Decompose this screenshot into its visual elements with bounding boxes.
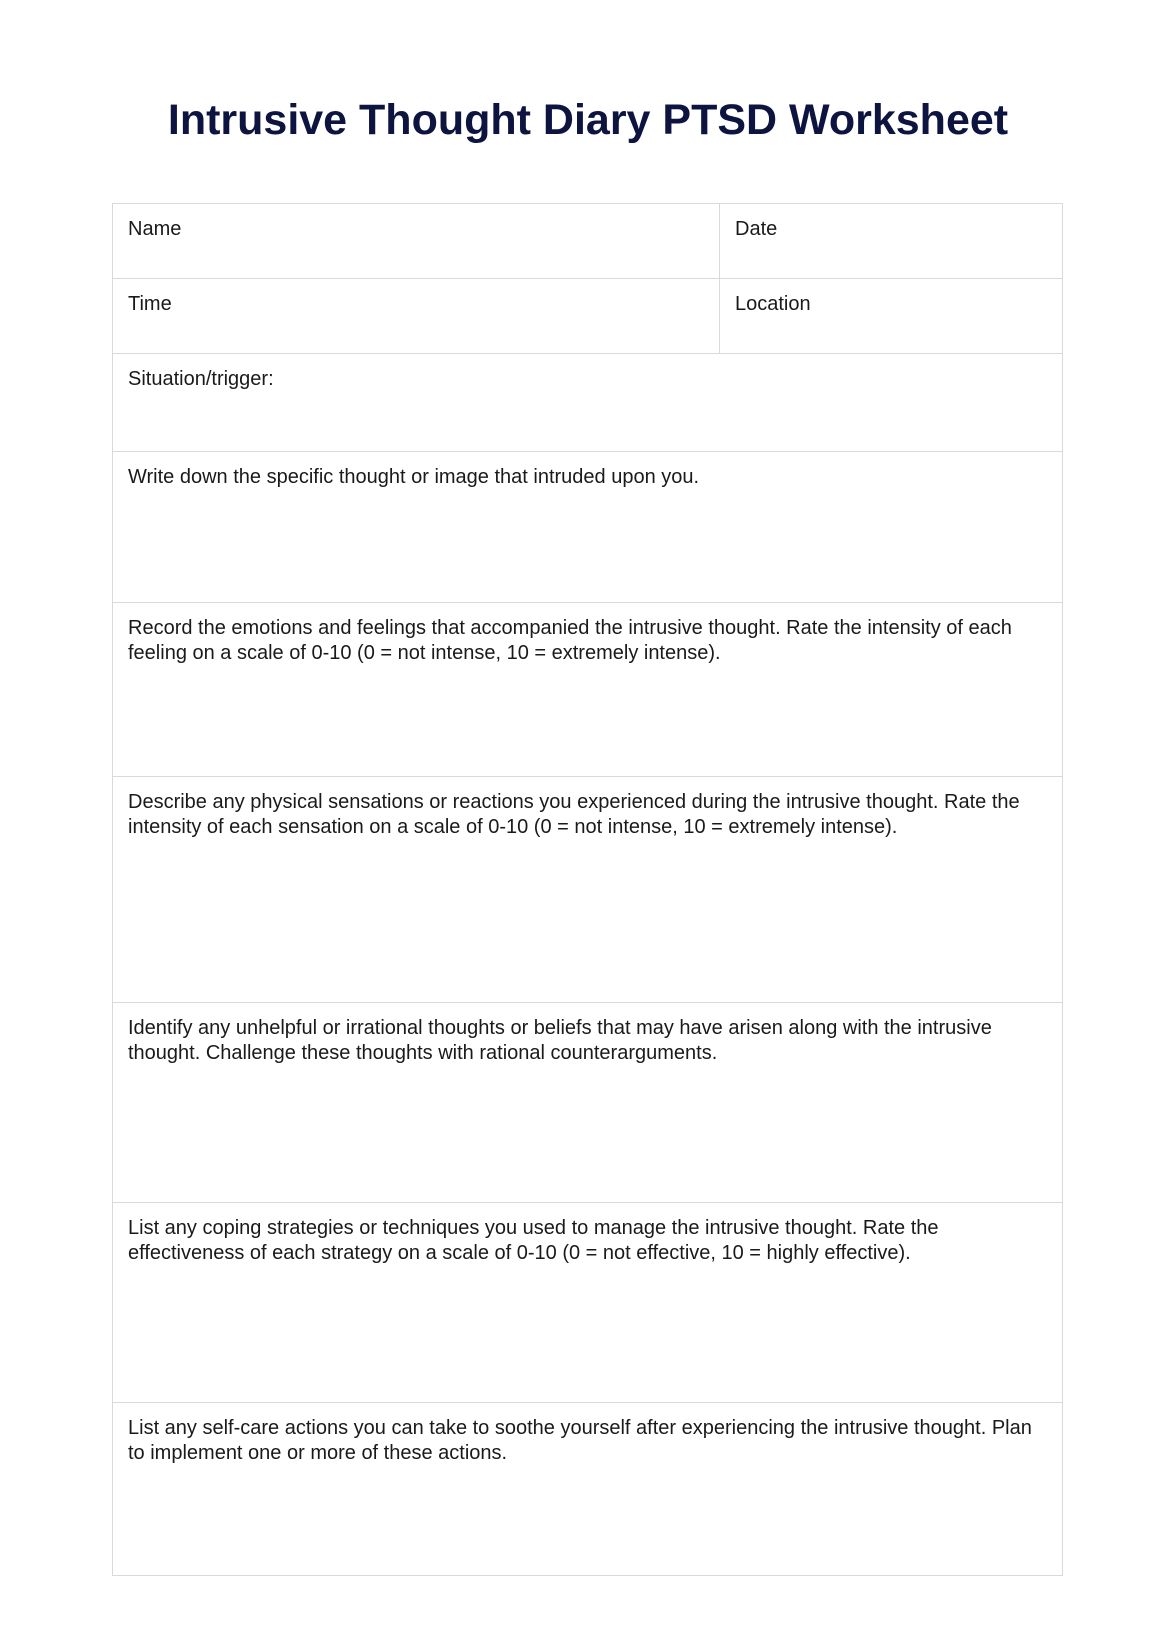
row-name-date xyxy=(113,204,1062,279)
time-field[interactable]: Time xyxy=(113,279,720,353)
date-field[interactable]: Date xyxy=(735,218,778,240)
coping-strategies-row xyxy=(113,1203,1062,1403)
intrusive-thought-field[interactable]: Write down the specific thought or image that intruded upon you. xyxy=(128,466,700,488)
self-care-field[interactable]: List any self-care actions you can take to soothe yourself after experiencing the intrusive thought. Plan to implement one or more of these actions. xyxy=(128,1417,1032,1464)
physical-sensations-field[interactable]: Describe any physical sensations or reactions you experienced during the intrusive thought. Rate the intensity of each sensation on a scale of 0-10 (0 = not intense, 10 = extremely intense). xyxy=(128,791,1020,838)
name-field[interactable]: Name xyxy=(113,204,720,278)
coping-strategies-field[interactable]: List any coping strategies or techniques you used to manage the intrusive thought. Rate the effectiveness of each strategy on a scale of 0-10 (0 = not effective, 10 = highly effective). xyxy=(128,1217,939,1264)
self-care-row xyxy=(113,1403,1062,1575)
worksheet-table xyxy=(112,203,1063,1576)
intrusive-thought-row xyxy=(113,452,1062,603)
situation-trigger-field[interactable]: Situation/trigger: xyxy=(128,368,274,390)
emotions-field[interactable]: Record the emotions and feelings that accompanied the intrusive thought. Rate the intensity of each feeling on a scale of 0-10 (0 = not intense, 10 = extremely intense). xyxy=(128,617,1012,664)
page-title: Intrusive Thought Diary PTSD Worksheet xyxy=(167,96,1009,144)
location-field[interactable]: Location xyxy=(735,293,811,315)
unhelpful-thoughts-row xyxy=(113,1003,1062,1203)
row-time-location xyxy=(113,279,1062,354)
physical-sensations-row xyxy=(113,777,1062,1003)
emotions-row xyxy=(113,603,1062,777)
situation-trigger-row xyxy=(113,354,1062,452)
unhelpful-thoughts-field[interactable]: Identify any unhelpful or irrational thoughts or beliefs that may have arisen along with the intrusive thought. Challenge these thoughts with rational counterarguments. xyxy=(128,1017,992,1064)
